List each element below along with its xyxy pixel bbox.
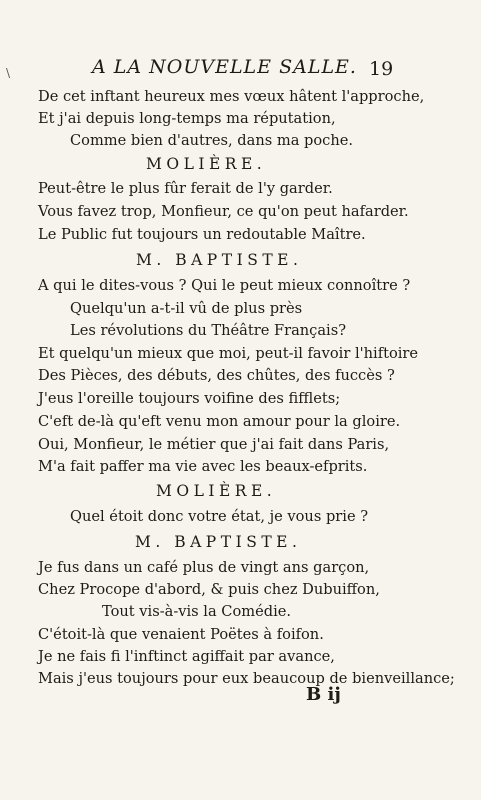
signature-mark: B ij — [306, 684, 341, 705]
verse-line: M'a fait paffer ma vie avec les beaux-efprits. — [38, 458, 368, 475]
verse-line: Le Public fut toujours un redoutable Maître. — [38, 226, 366, 243]
running-header: A LA NOUVELLE SALLE. — [92, 56, 357, 78]
verse-line: J'eus l'oreille toujours voifine des fifflets; — [38, 390, 341, 407]
verse-line: Tout vis-à-vis la Comédie. — [102, 603, 292, 620]
speaker-name: M. BAPTISTE. — [136, 251, 303, 269]
margin-mark: \ — [6, 66, 11, 80]
verse-line: Peut-être le plus fûr ferait de l'y garder. — [38, 180, 333, 197]
verse-line: C'étoit-là que venaient Poëtes à foifon. — [38, 626, 324, 643]
verse-line: Mais j'eus toujours pour eux beaucoup de bienveillance; — [38, 670, 455, 687]
verse-line: Chez Procope d'abord, & puis chez Dubuiffon, — [38, 581, 380, 598]
verse-line: Des Pièces, des débuts, des chûtes, des fuccès ? — [38, 367, 395, 384]
verse-line: A qui le dites-vous ? Qui le peut mieux connoître ? — [38, 277, 411, 294]
verse-line: Je fus dans un café plus de vingt ans garçon, — [38, 559, 370, 576]
verse-line: Et quelqu'un mieux que moi, peut-il favoir l'hiftoire — [38, 345, 419, 362]
verse-line: De cet inftant heureux mes vœux hâtent l'approche, — [38, 88, 425, 105]
verse-line: C'eft de-là qu'eft venu mon amour pour la gloire. — [38, 413, 401, 430]
verse-line: Vous favez trop, Monfieur, ce qu'on peut hafarder. — [38, 203, 409, 220]
verse-line: Quelqu'un a-t-il vû de plus près — [70, 300, 303, 317]
verse-line: Les révolutions du Théâtre Français? — [70, 322, 347, 339]
speaker-name: MOLIÈRE. — [156, 482, 277, 500]
verse-line: Comme bien d'autres, dans ma poche. — [70, 132, 354, 149]
speaker-name: MOLIÈRE. — [146, 155, 267, 173]
page-number: 19 — [369, 58, 394, 80]
speaker-name: M. BAPTISTE. — [135, 533, 302, 551]
verse-line: Je ne fais fi l'inftinct agiffait par avance, — [38, 648, 335, 665]
verse-line: Oui, Monfieur, le métier que j'ai fait dans Paris, — [38, 436, 390, 453]
verse-line: Quel étoit donc votre état, je vous prie ? — [70, 508, 369, 525]
verse-line: Et j'ai depuis long-temps ma réputation, — [38, 110, 336, 127]
